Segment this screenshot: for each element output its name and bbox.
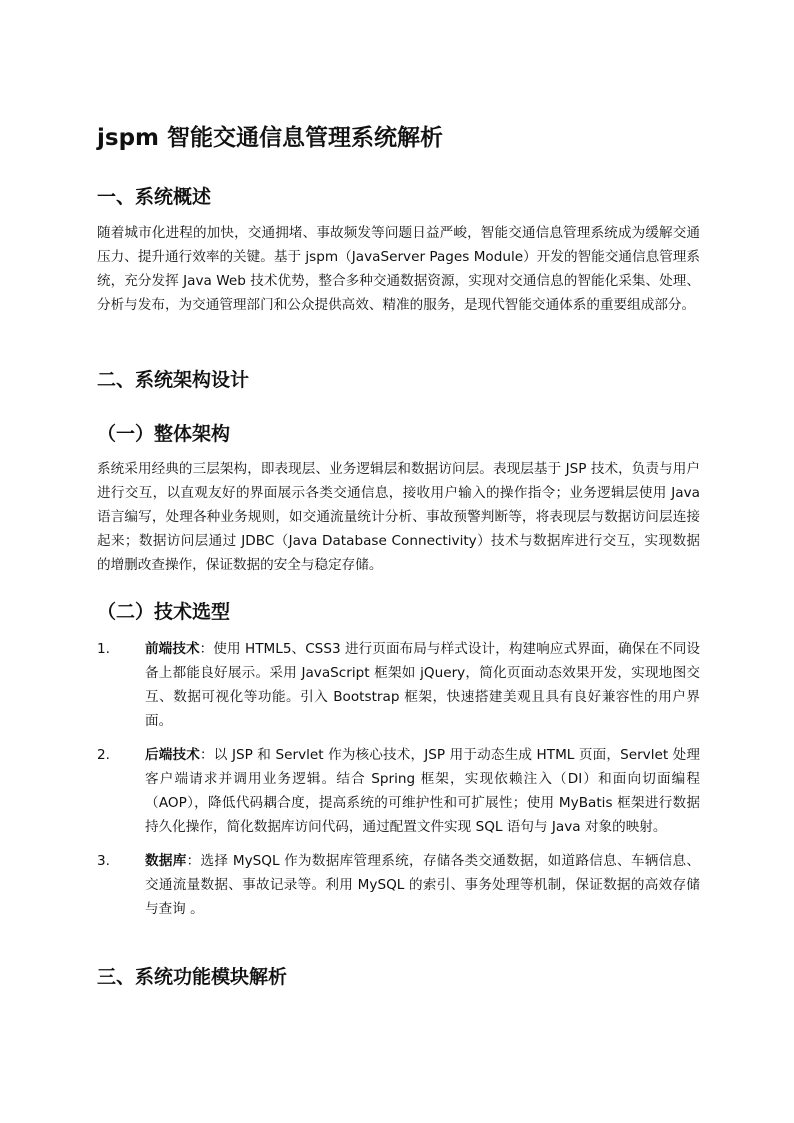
list-item-number: 2.	[97, 747, 110, 763]
section-heading-architecture: 二、系统架构设计	[97, 369, 250, 391]
list-item	[97, 637, 700, 733]
section-heading-overview: 一、系统概述	[97, 186, 212, 208]
overview-paragraph: 随着城市化进程的加快，交通拥堵、事故频发等问题日益严峻，智能交通信息管理系统成为缓解交通压力、提升通行效率的关键。基于 jspm（JavaServer Pages Module）开发的智能交通信息管理系统，充分发挥 Java Web 技术优势，整合多种交通数据资源，实现对交通信息的智能化采集、处理、分析与发布，为交通管理部门和公众提供高效、精准的服务，是现代智能交通体系的重要组成部分。	[97, 225, 700, 313]
list-item-number: 1.	[97, 641, 110, 657]
list-item-number: 3.	[97, 853, 110, 869]
list-item-term: 前端技术	[145, 641, 200, 657]
list-item-text: ：以 JSP 和 Servlet 作为核心技术，JSP 用于动态生成 HTML 页面，Servlet 处理客户端请求并调用业务逻辑。结合 Spring 框架，实现依赖注入（DI）和面向切面编程（AOP），降低代码耦合度，提高系统的可维护性和可扩展性；使用 MyBatis 框架进行数据持久化操作，简化数据库访问代码，通过配置文件实现 SQL 语句与 Java 对象的映射。	[145, 747, 701, 835]
list-item	[97, 743, 700, 839]
list-item	[97, 849, 700, 921]
list-item-term: 数据库	[145, 853, 187, 869]
list-item-text: ：选择 MySQL 作为数据库管理系统，存储各类交通数据，如道路信息、车辆信息、交通流量数据、事故记录等。利用 MySQL 的索引、事务处理等机制，保证数据的高效存储与查询 。	[145, 853, 700, 917]
tech-selection-list	[97, 637, 700, 931]
subsection-heading-tech-selection: （二）技术选型	[97, 601, 231, 623]
list-item-term: 后端技术	[145, 747, 200, 763]
document-title: jspm 智能交通信息管理系统解析	[97, 125, 444, 151]
subsection-heading-overall-architecture: （一）整体架构	[97, 423, 231, 445]
overall-architecture-paragraph: 系统采用经典的三层架构，即表现层、业务逻辑层和数据访问层。表现层基于 JSP 技术，负责与用户进行交互，以直观友好的界面展示各类交通信息，接收用户输入的操作指令；业务逻辑层使用 Java 语言编写，处理各种业务规则，如交通流量统计分析、事故预警判断等，将表现层与数据访问层连接起来；数据访问层通过 JDBC（Java Database Connectivity）技术与数据库进行交互，实现数据的增删改查操作，保证数据的安全与稳定存储。	[97, 461, 700, 573]
list-item-text: ：使用 HTML5、CSS3 进行页面布局与样式设计，构建响应式界面，确保在不同设备上都能良好展示。采用 JavaScript 框架如 jQuery，简化页面动态效果开发，实现地图交互、数据可视化等功能。引入 Bootstrap 框架，快速搭建美观且具有良好兼容性的用户界面。	[145, 641, 701, 729]
section-heading-modules: 三、系统功能模块解析	[97, 966, 288, 988]
